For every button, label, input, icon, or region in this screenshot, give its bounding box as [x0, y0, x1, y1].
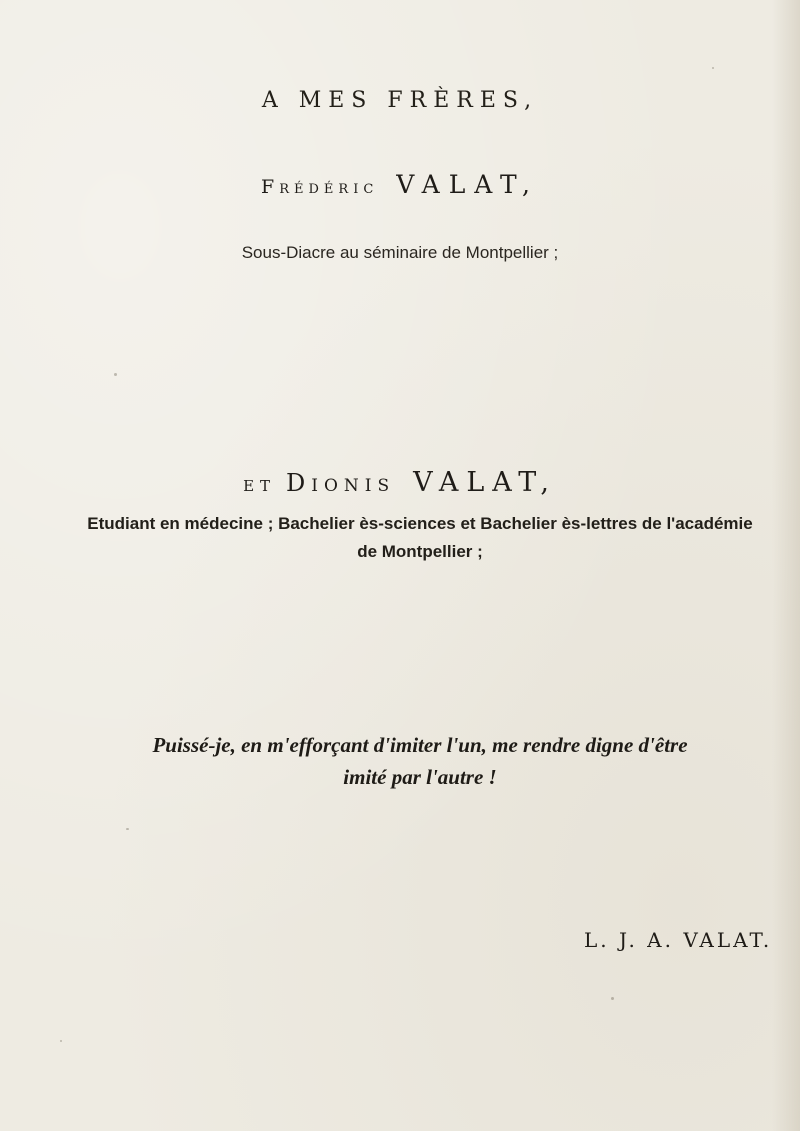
brother2-name — [0, 467, 800, 498]
brother1-name — [0, 170, 800, 199]
brother1-surname: VALAT, — [396, 170, 539, 199]
signature: L. J. A. VALAT. — [584, 928, 773, 952]
paper-speck — [114, 373, 117, 376]
dedication-heading: A MES FRÈRES, — [261, 88, 539, 113]
paper-speck — [60, 1040, 62, 1042]
brother2-surname: VALAT, — [413, 467, 557, 498]
brother1-title: Sous-Diacre au séminaire de Montpellier ; — [241, 243, 559, 262]
paper-speck — [611, 997, 614, 1000]
conjunction: ET — [243, 477, 277, 495]
brother2-title: Etudiant en médecine ; Bachelier ès-sciences et Bachelier ès-lettres de l'académie de Montpellier ; — [87, 514, 753, 561]
brother1-first-name: Frédéric — [261, 176, 379, 198]
paper-speck — [712, 67, 714, 69]
dedication-quote: Puissé-je, en m'efforçant d'imiter l'un, me rendre digne d'être imité par l'autre ! — [152, 733, 688, 789]
brother2-first-name: Dionis — [286, 469, 396, 497]
paper-speck — [126, 828, 129, 830]
